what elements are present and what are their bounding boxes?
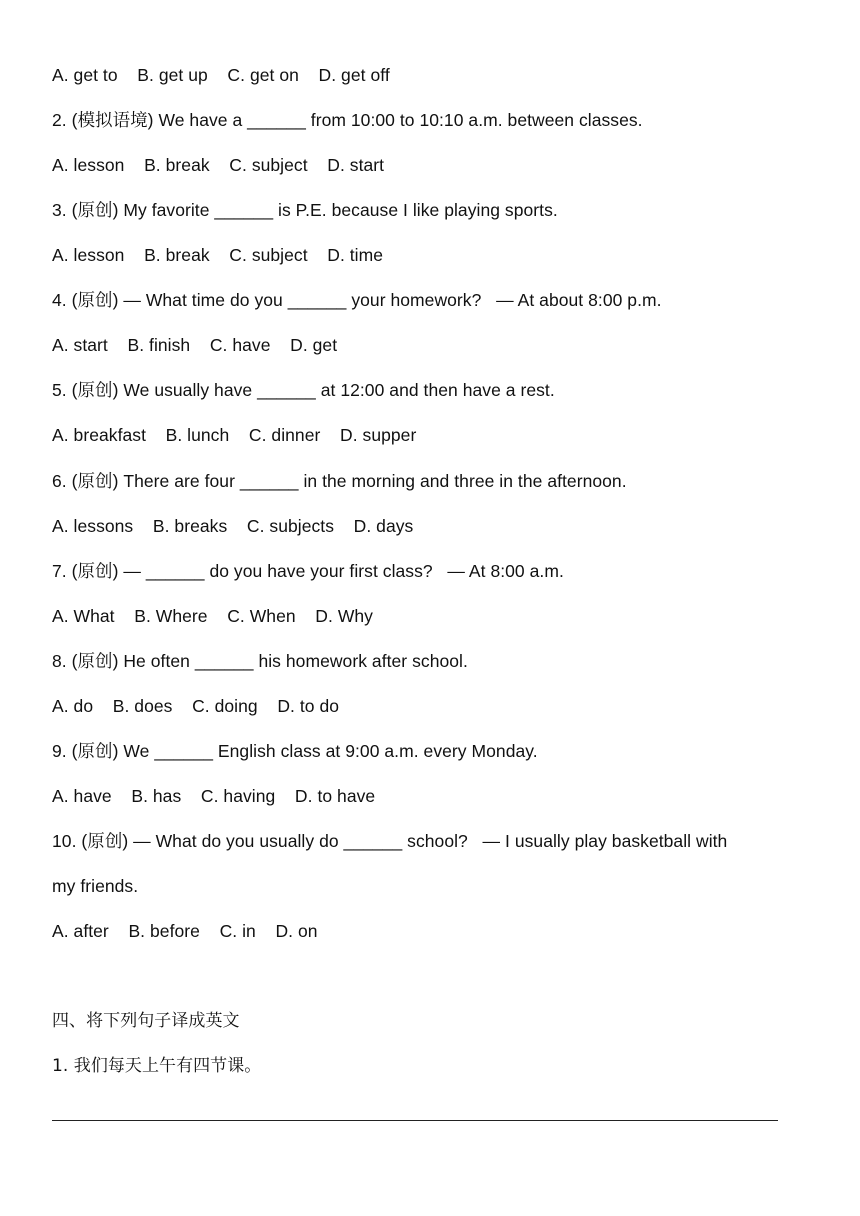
q4-stem: 4. (原创) — What time do you ______ your homework? — At about 8:00 p.m. <box>52 290 662 310</box>
q9-options: A. have B. has C. having D. to have <box>52 786 376 806</box>
answer-line[interactable] <box>52 1120 778 1121</box>
q8-options: A. do B. does C. doing D. to do <box>52 696 340 716</box>
q3-stem: 3. (原创) My favorite ______ is P.E. because I like playing sports. <box>52 200 558 220</box>
q9-stem: 9. (原创) We ______ English class at 9:00 a.m. every Monday. <box>52 741 538 761</box>
q10-stem-line1: 10. (原创) — What do you usually do ______ school? — I usually play basketball with <box>52 831 728 851</box>
q10-options: A. after B. before C. in D. on <box>52 921 318 941</box>
section-heading: 四、将下列句子译成英文 <box>52 1011 240 1031</box>
translation-item-1: 1. 我们每天上午有四节课。 <box>52 1056 262 1076</box>
q3-options: A. lesson B. break C. subject D. time <box>52 245 384 265</box>
q7-stem: 7. (原创) — ______ do you have your first class? — At 8:00 a.m. <box>52 561 564 581</box>
q7-options: A. What B. Where C. When D. Why <box>52 606 373 626</box>
q5-stem: 5. (原创) We usually have ______ at 12:00 and then have a rest. <box>52 380 555 400</box>
q6-stem: 6. (原创) There are four ______ in the morning and three in the afternoon. <box>52 471 627 491</box>
q6-options: A. lessons B. breaks C. subjects D. days <box>52 516 414 536</box>
q1-options: A. get to B. get up C. get on D. get off <box>52 65 390 85</box>
q5-options: A. breakfast B. lunch C. dinner D. supper <box>52 425 417 445</box>
q8-stem: 8. (原创) He often ______ his homework after school. <box>52 651 468 671</box>
q10-stem-line2: my friends. <box>52 876 139 896</box>
q2-options: A. lesson B. break C. subject D. start <box>52 155 385 175</box>
q4-options: A. start B. finish C. have D. get <box>52 335 338 355</box>
q2-stem: 2. (模拟语境) We have a ______ from 10:00 to 10:10 a.m. between classes. <box>52 110 643 130</box>
